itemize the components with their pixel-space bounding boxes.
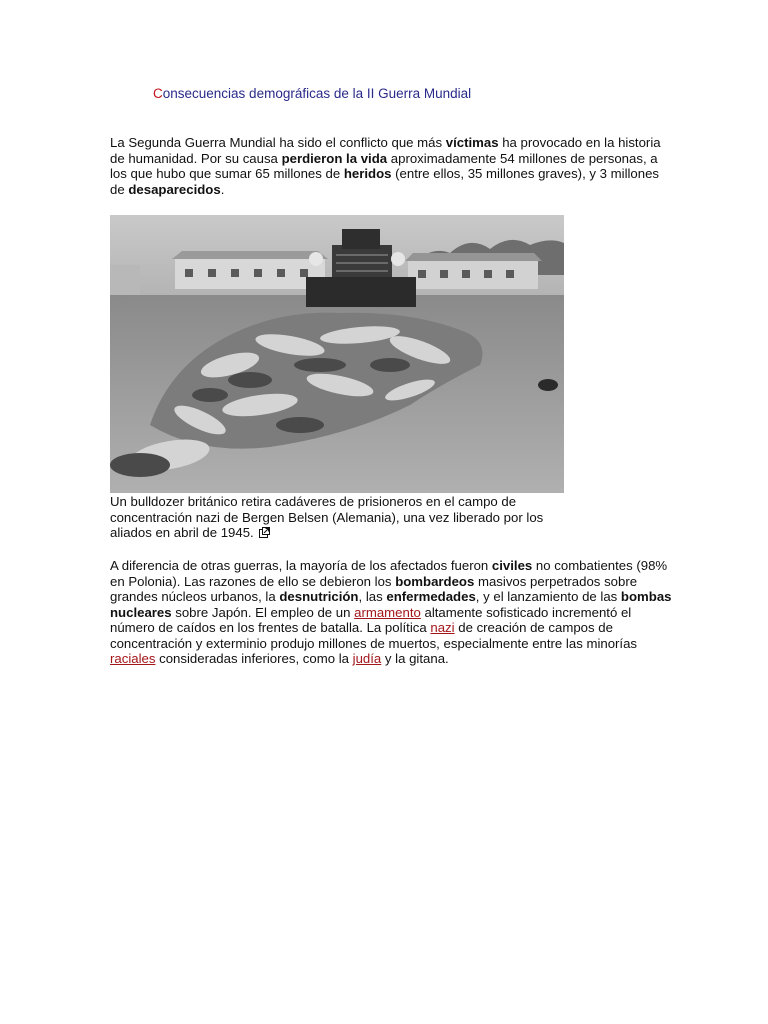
body-text: , y el lanzamiento de las bbox=[475, 589, 621, 604]
body-bold-desnutricion: desnutrición bbox=[279, 589, 359, 604]
intro-text: (entre ellos, 35 millones graves), y 3 millones de bbox=[110, 166, 660, 197]
body-bold-bombardeos: bombardeos bbox=[395, 573, 475, 589]
intro-text: aproximadamente 54 millones de personas, a los que hubo que sumar 65 millones de bbox=[110, 150, 658, 181]
intro-bold-victimas: víctimas bbox=[445, 135, 499, 150]
body-text: A diferencia de otras guerras, la mayoría de los afectados fueron bbox=[110, 558, 492, 573]
title-text: onsecuencias demográficas de la II Guerra Mundial bbox=[162, 86, 472, 101]
title-first-letter: C bbox=[153, 86, 163, 101]
link-judia[interactable]: judía bbox=[352, 651, 382, 666]
intro-text: . bbox=[220, 181, 225, 197]
body-text: de creación de campos de concentración y exterminio produjo millones de muertos, especialmente entre las minorías bbox=[110, 620, 638, 651]
link-nazi[interactable]: nazi bbox=[430, 620, 455, 635]
body-text: sobre Japón. El empleo de un bbox=[171, 604, 355, 620]
link-armamento[interactable]: armamento bbox=[354, 604, 421, 620]
photo-image bbox=[110, 215, 564, 493]
body-text: masivos perpetrados sobre grandes núcleos urbanos, la bbox=[110, 573, 638, 604]
intro-text: ha provocado en la historia de humanidad. Por su causa bbox=[110, 135, 661, 166]
body-text: y la gitana. bbox=[381, 651, 449, 666]
body-text: altamente sofisticado incrementó el número de caídos en los frentes de batalla. La política bbox=[110, 604, 632, 635]
page-title bbox=[153, 86, 471, 101]
body-bold-bombas-nucleares: bombas nucleares bbox=[110, 589, 672, 620]
body-paragraph bbox=[110, 558, 675, 667]
intro-bold-perdieron: perdieron la vida bbox=[281, 150, 388, 166]
body-text: consideradas inferiores, como la bbox=[155, 651, 353, 666]
caption-text: Un bulldozer británico retira cadáveres de prisioneros en el campo de concentración nazi de Bergen Belsen (Alemania), una vez liberado por los aliados en abril de 1945. bbox=[110, 494, 544, 540]
external-link-icon[interactable] bbox=[259, 527, 270, 538]
photo-bulldozer-camp bbox=[110, 215, 564, 493]
intro-paragraph bbox=[110, 135, 670, 197]
intro-text: La Segunda Guerra Mundial ha sido el conflicto que más bbox=[110, 135, 446, 150]
link-raciales[interactable]: raciales bbox=[110, 651, 156, 666]
photo-caption bbox=[110, 494, 580, 541]
intro-bold-heridos: heridos bbox=[343, 166, 392, 181]
intro-bold-desaparecidos: desaparecidos bbox=[128, 181, 221, 197]
body-bold-civiles: civiles bbox=[491, 558, 533, 573]
body-bold-enfermedades: enfermedades bbox=[386, 589, 476, 604]
body-text: no combatientes (98% en Polonia). Las razones de ello se debieron los bbox=[110, 558, 668, 589]
body-text: , las bbox=[358, 589, 387, 604]
